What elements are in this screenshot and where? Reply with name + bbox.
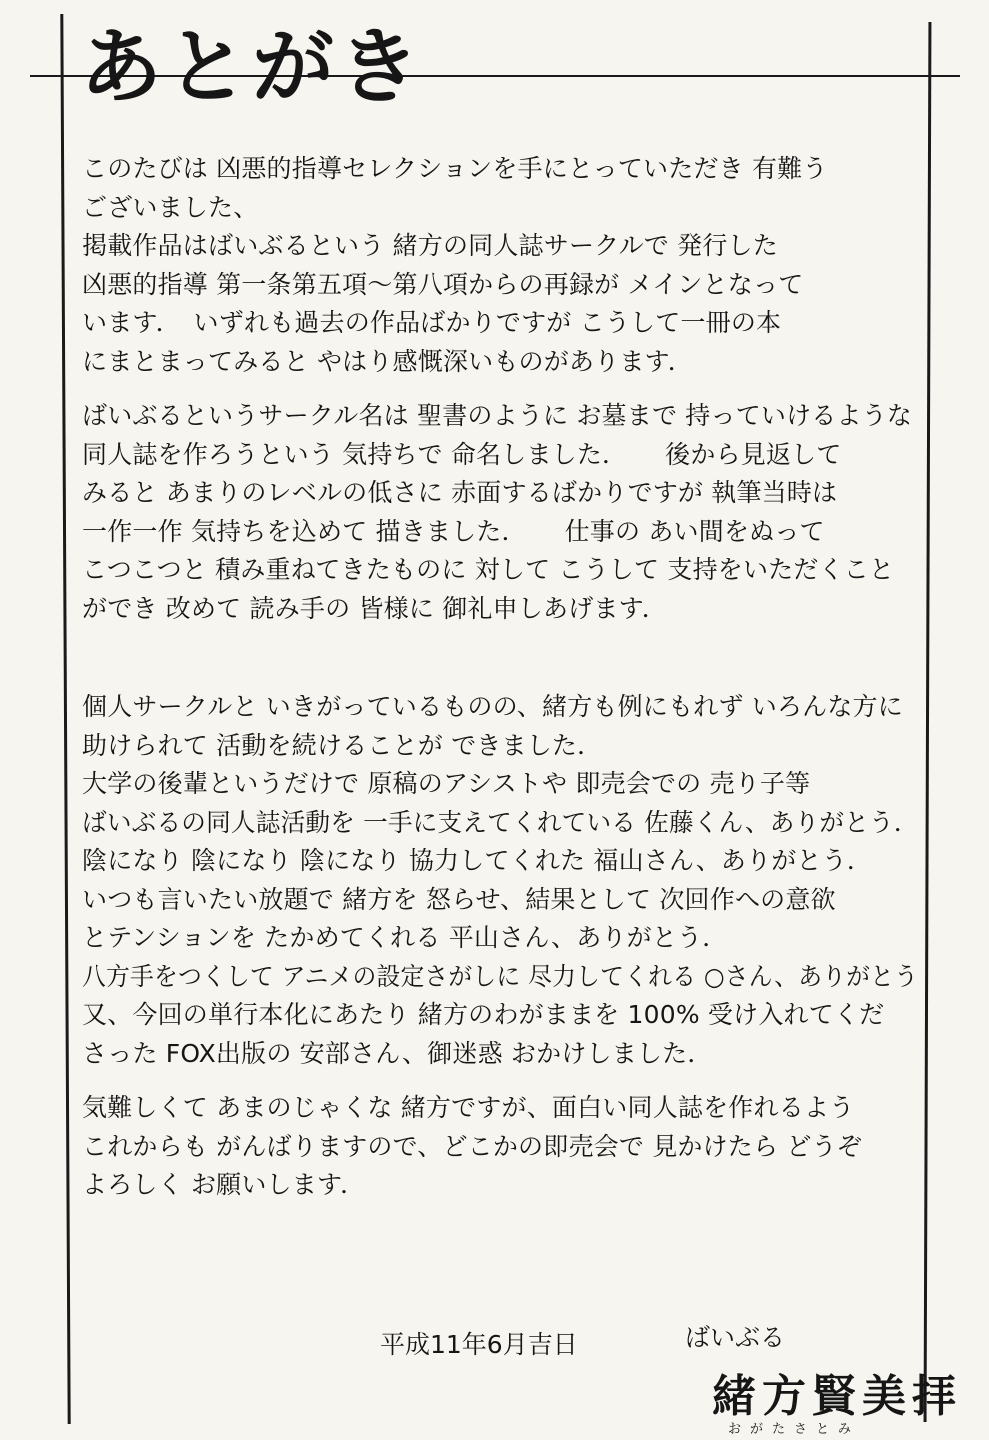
author-name-reading: おがたさとみ: [728, 1422, 861, 1437]
text-line: 陰になり 陰になり 陰になり 協力してくれた 福山さん、ありがとう．: [82, 846, 873, 875]
text-line: 個人サークルと いきがっているものの、緒方も例にもれず いろんな方に: [82, 692, 903, 721]
paragraph-gap: [82, 1073, 918, 1089]
text-line: こつこつと 積み重ねてきたものに 対して こうして 支持をいただくこと: [82, 555, 895, 584]
text-line: とテンションを たかめてくれる 平山さん、ありがとう．: [82, 923, 728, 952]
text-line: さった FOX出版の 安部さん、御迷惑 おかけしました．: [82, 1038, 713, 1068]
text-line: 又、今回の単行本化にあたり 緒方のわがままを 100% 受け入れてくだ: [82, 1000, 885, 1029]
paragraph-3: [82, 688, 918, 1073]
afterword-body: [82, 150, 918, 1205]
text-line: ございました、: [82, 192, 259, 222]
left-border-line: [60, 14, 70, 1424]
text-line: 掲載作品はばいぶるという 緒方の同人誌サークルで 発行した: [82, 231, 778, 260]
paragraph-gap: [82, 381, 918, 397]
text-line: みると あまりのレベルの低さに 赤面するばかりですが 執筆当時は: [82, 478, 838, 507]
text-line: います． いずれも過去の作品ばかりですが こうして一冊の本: [82, 308, 782, 337]
date-line: 平成11年6月吉日: [380, 1330, 578, 1359]
text-line: 同人誌を作ろうという 気持ちで 命名しました． 後から見返して: [82, 439, 842, 469]
text-line: ばいぶるの同人誌活動を 一手に支えてくれている 佐藤くん、ありがとう．: [82, 807, 919, 837]
text-line: 八方手をつくして アニメの設定さがしに 尽力してくれる ○さん、ありがとう: [82, 961, 919, 991]
text-line: 大学の後輩というだけで 原稿のアシストや 即売会での 売り子等: [82, 769, 811, 798]
text-line: 気難しくて あまのじゃくな 緒方ですが、面白い同人誌を作れるよう: [82, 1093, 855, 1122]
right-border-line: [924, 22, 932, 1422]
paragraph-gap: [82, 628, 918, 688]
paragraph-4: [82, 1089, 918, 1205]
text-line: 助けられて 活動を続けることが できました．: [82, 730, 603, 760]
circle-name: ばいぶる: [685, 1323, 786, 1352]
page-title: あとがき: [80, 19, 425, 115]
text-line: ばいぶるというサークル名は 聖書のように お墓まで 持っていけるような: [82, 401, 913, 430]
text-line: いつも言いたい放題で 緒方を 怒らせ、結果として 次回作への意欲: [82, 884, 836, 914]
paragraph-2: [82, 397, 918, 628]
text-line: 凶悪的指導 第一条第五項～第八項からの再録が メインとなって: [82, 269, 804, 299]
text-line: よろしく お願いします．: [82, 1170, 366, 1199]
text-line: これからも がんばりますので、どこかの即売会で 見かけたら どうぞ: [82, 1131, 862, 1161]
text-line: 一作一作 気持ちを込めて 描きました． 仕事の あい間をぬって: [82, 516, 825, 546]
paragraph-1: [82, 150, 918, 381]
text-line: ができ 改めて 読み手の 皆様に 御礼申しあげます．: [82, 593, 667, 623]
text-line: このたびは 凶悪的指導セレクションを手にとっていただき 有難う: [82, 154, 828, 183]
author-signature: 緒方賢美拝: [712, 1371, 962, 1422]
text-line: にまとまってみると やはり感慨深いものがあります．: [82, 346, 693, 376]
